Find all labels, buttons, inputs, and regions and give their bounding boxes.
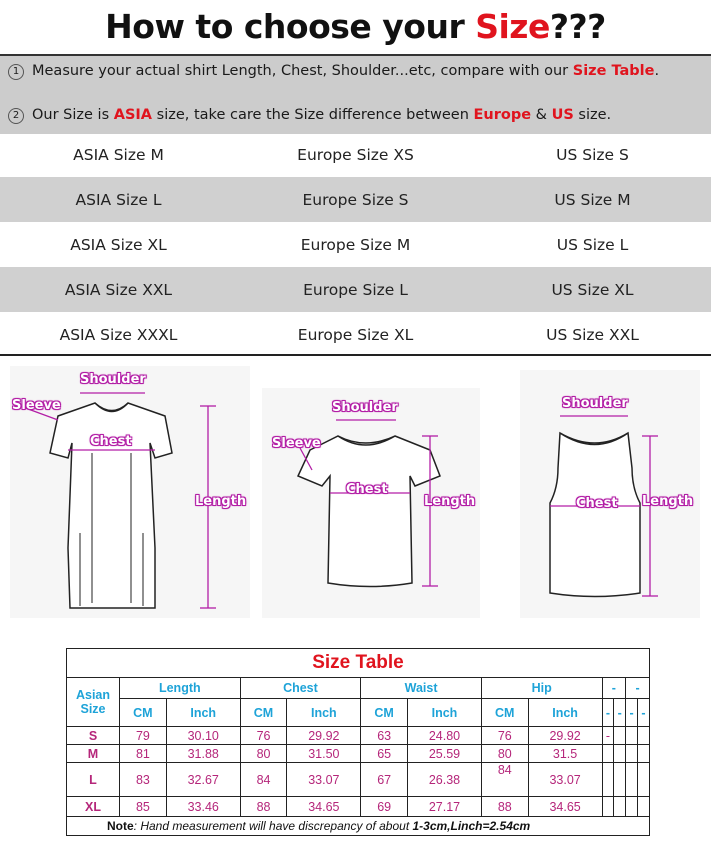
cell <box>626 763 638 797</box>
us-size: US Size XL <box>551 280 634 299</box>
us-size: US Size M <box>554 190 631 209</box>
cell: 26.38 <box>408 763 482 797</box>
hip-header: Hip <box>481 678 602 699</box>
tank-drawing <box>550 433 640 597</box>
cell: 34.65 <box>287 797 361 817</box>
unit-extra: - <box>626 699 638 727</box>
note-row <box>67 817 650 836</box>
cell: 31.88 <box>166 745 240 763</box>
asia-size: ASIA Size M <box>73 145 164 164</box>
size-table-title: Size Table <box>67 649 650 678</box>
dress-sleeve-label: Sleeve <box>12 398 61 413</box>
size-label: S <box>67 727 120 745</box>
cell: 79 <box>120 727 167 745</box>
cell: 76 <box>481 727 528 745</box>
note-bold: 1-3cm,Linch=2.54cm <box>412 819 531 833</box>
tee-shoulder-label: Shoulder <box>332 400 398 415</box>
cell <box>637 745 649 763</box>
size-label: L <box>67 763 120 797</box>
note-text: : Hand measurement will have discrepancy of about <box>133 819 413 833</box>
cell: 84 <box>240 763 287 797</box>
size-map-row <box>0 132 711 177</box>
asia-size: ASIA Size XXXL <box>59 325 178 344</box>
note-2-text: Our Size is <box>32 107 114 123</box>
cell <box>614 763 626 797</box>
asia-highlight: ASIA <box>113 107 153 123</box>
europe-size: Europe Size XS <box>297 145 414 164</box>
cell: 83 <box>120 763 167 797</box>
unit-inch: Inch <box>408 699 482 727</box>
cell: 67 <box>361 763 408 797</box>
cell: 33.07 <box>287 763 361 797</box>
garment-diagrams <box>0 358 711 638</box>
cell <box>614 727 626 745</box>
instruction-notes <box>0 54 711 134</box>
cell: 88 <box>240 797 287 817</box>
size-map-row <box>0 267 711 312</box>
size-table-highlight: Size Table <box>572 63 655 79</box>
asian-size-header: Asian Size <box>67 678 120 727</box>
cell: 30.10 <box>166 727 240 745</box>
unit-cm: CM <box>120 699 167 727</box>
circled-number-icon: 1 <box>8 64 24 80</box>
asia-size: ASIA Size L <box>75 190 162 209</box>
cell: 27.17 <box>408 797 482 817</box>
cell <box>637 727 649 745</box>
cell: 33.07 <box>528 763 602 797</box>
note-1-end: . <box>654 63 660 79</box>
unit-extra: - <box>614 699 626 727</box>
unit-cm: CM <box>481 699 528 727</box>
cell: 80 <box>481 745 528 763</box>
us-size: US Size XXL <box>546 325 639 344</box>
unit-extra: - <box>602 699 614 727</box>
cell: - <box>602 727 614 745</box>
cell: 69 <box>361 797 408 817</box>
length-header: Length <box>120 678 241 699</box>
tank-shoulder-label: Shoulder <box>562 396 628 411</box>
cell <box>602 745 614 763</box>
unit-inch: Inch <box>287 699 361 727</box>
note-1-text: Measure your actual shirt Length, Chest, Shoulder...etc, compare with our <box>32 63 573 79</box>
note-2 <box>8 107 611 124</box>
cell <box>626 797 638 817</box>
table-row <box>67 763 650 797</box>
title-question-marks: ??? <box>549 7 606 46</box>
cell: 29.92 <box>528 727 602 745</box>
size-map-row <box>0 177 711 222</box>
cell: 34.65 <box>528 797 602 817</box>
unit-cm: CM <box>361 699 408 727</box>
cell: 85 <box>120 797 167 817</box>
europe-size: Europe Size S <box>302 190 409 209</box>
waist-header: Waist <box>361 678 482 699</box>
cell <box>637 763 649 797</box>
cell <box>614 797 626 817</box>
size-map-row <box>0 222 711 267</box>
cell: 88 <box>481 797 528 817</box>
cell: 24.80 <box>408 727 482 745</box>
table-row <box>67 727 650 745</box>
size-map-row <box>0 312 711 357</box>
cell <box>602 763 614 797</box>
europe-size: Europe Size M <box>300 235 411 254</box>
note-2-amp: & <box>531 107 552 123</box>
dress-chest-label: Chest <box>90 434 132 449</box>
europe-highlight: Europe <box>473 107 532 123</box>
table-row <box>67 745 650 763</box>
extra-header: - <box>602 678 626 699</box>
cell: 80 <box>240 745 287 763</box>
asia-size: ASIA Size XL <box>70 235 167 254</box>
cell: 31.5 <box>528 745 602 763</box>
us-size: US Size L <box>556 235 629 254</box>
cell <box>614 745 626 763</box>
note-label: Note <box>107 819 134 833</box>
title-text: How to choose your <box>105 7 476 46</box>
cell: 32.67 <box>166 763 240 797</box>
table-row <box>67 797 650 817</box>
cell: 65 <box>361 745 408 763</box>
cell: 25.59 <box>408 745 482 763</box>
tank-chest-label: Chest <box>576 496 618 511</box>
chest-header: Chest <box>240 678 361 699</box>
tee-length-label: Length <box>424 494 476 509</box>
cell: 31.50 <box>287 745 361 763</box>
size-label: XL <box>67 797 120 817</box>
unit-inch: Inch <box>528 699 602 727</box>
us-size: US Size S <box>556 145 629 164</box>
cell <box>626 727 638 745</box>
page-title <box>0 0 711 54</box>
cell <box>637 797 649 817</box>
europe-size: Europe Size L <box>303 280 408 299</box>
note-1 <box>8 63 659 80</box>
cell: 76 <box>240 727 287 745</box>
note-2-text-mid: size, take care the Size difference between <box>152 107 474 123</box>
cell: 84 <box>481 763 528 797</box>
unit-cm: CM <box>240 699 287 727</box>
dress-length-label: Length <box>195 494 247 509</box>
unit-inch: Inch <box>166 699 240 727</box>
dress-shoulder-label: Shoulder <box>80 372 146 387</box>
cell: 29.92 <box>287 727 361 745</box>
unit-extra: - <box>637 699 649 727</box>
us-highlight: US <box>551 107 574 123</box>
title-size-word: Size <box>475 7 550 46</box>
note-2-end: size. <box>573 107 612 123</box>
cell: 81 <box>120 745 167 763</box>
cell: 33.46 <box>166 797 240 817</box>
size-table <box>66 648 650 836</box>
circled-number-icon: 2 <box>8 108 24 124</box>
tee-sleeve-label: Sleeve <box>272 436 321 451</box>
cell <box>626 745 638 763</box>
asia-size: ASIA Size XXL <box>64 280 173 299</box>
cell <box>602 797 614 817</box>
tee-chest-label: Chest <box>346 482 388 497</box>
europe-size: Europe Size XL <box>297 325 414 344</box>
divider <box>0 354 711 356</box>
tank-length-label: Length <box>642 494 694 509</box>
size-table-note <box>67 817 650 836</box>
cell: 63 <box>361 727 408 745</box>
size-label: M <box>67 745 120 763</box>
size-conversion-table <box>0 132 711 357</box>
extra-header: - <box>626 678 650 699</box>
